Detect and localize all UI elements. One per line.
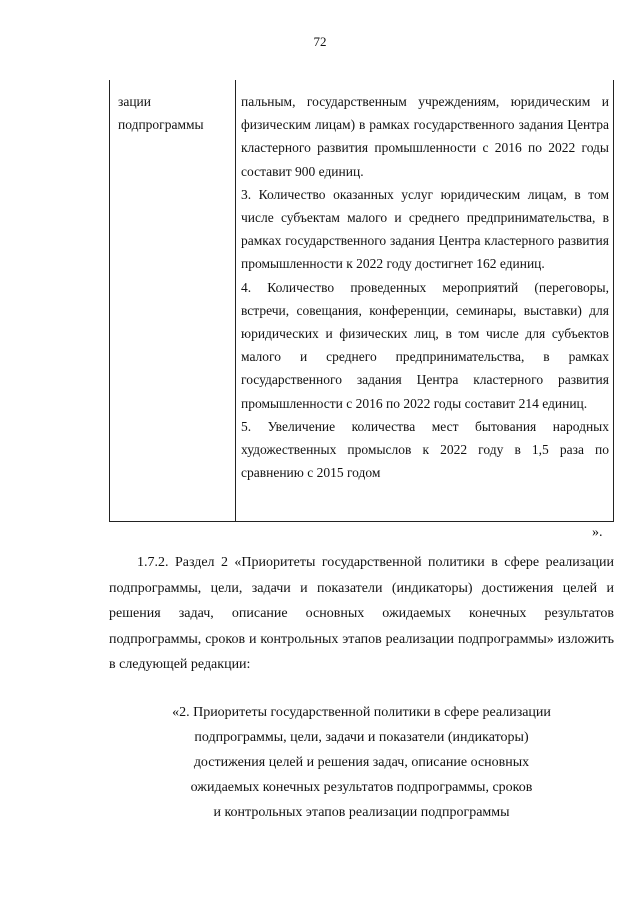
section-heading-line: подпрограммы, цели, задачи и показатели (индикаторы) [194, 730, 529, 745]
closing-quote: ». [592, 525, 603, 540]
page-number: 72 [313, 34, 327, 49]
section-heading-line: «2. Приоритеты государственной политики в сфере реализации [172, 705, 551, 720]
table-item-4: 4. Количество проведенных мероприятий (переговоры, встречи, совещания, конференции, семинары, выставки) для юридических и физических лиц, в том числе для субъектов малого и среднего предпринимательства, в рамках государственного задания Центра кластерного развития промышленности с 2016 по 2022 годы составит 214 единиц. [241, 279, 609, 411]
section-heading-line: ожидаемых конечных результатов подпрограммы, сроков [190, 780, 533, 795]
program-table [109, 80, 614, 522]
table-column-divider [235, 80, 236, 521]
table-right-cell [241, 90, 609, 484]
table-item-continuation: пальным, государственным учреждениям, юридическим и физическим лицам) в рамках государственного задания Центра кластерного развития промышленности с 2016 по 2022 годы составит 900 единиц. [241, 94, 609, 179]
section-heading-line: и контрольных этапов реализации подпрограммы [213, 805, 510, 820]
section-heading [109, 700, 614, 825]
section-heading-line: достижения целей и решения задач, описание основных [193, 755, 530, 770]
table-item-5: 5. Увеличение количества мест бытования народных художественных промыслов к 2022 году в 1,5 раза по сравнению с 2015 годом [241, 418, 609, 481]
body-paragraph: 1.7.2. Раздел 2 «Приоритеты государственной политики в сфере реализации подпрограммы, цели, задачи и показатели (индикаторы) достижения целей и решения задач, описание основных ожидаемых конечных результатов подпрограммы, сроков и контрольных этапов реализации подпрограммы» изложить в следующей редакции: [109, 555, 614, 672]
table-item-3: 3. Количество оказанных услуг юридическим лицам, в том числе субъектам малого и среднего предпринимательства, в рамках государственного задания Центра кластерного развития промышленности к 2022 году достигнет 162 единиц. [241, 186, 609, 272]
table-left-cell: зации подпрограммы [118, 94, 204, 132]
